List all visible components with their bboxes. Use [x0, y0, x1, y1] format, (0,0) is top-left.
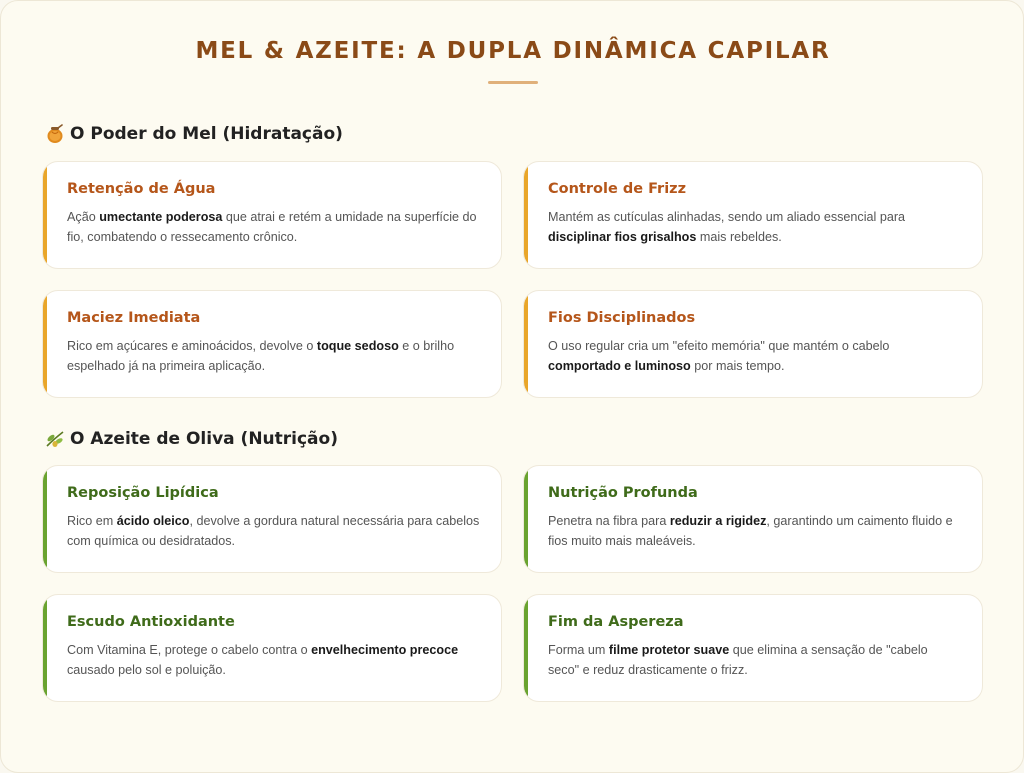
section-heading-text: O Azeite de Oliva (Nutrição) — [70, 429, 338, 449]
section-heading-honey — [45, 122, 343, 146]
card-title: Escudo Antioxidante — [67, 614, 235, 630]
card-title: Controle de Frizz — [548, 181, 687, 197]
card-text: Mantém as cutículas alinhadas, sendo um aliado essencial para disciplinar fios grisalhos mais rebeldes. — [548, 210, 906, 244]
card-text: Com Vitamina E, protege o cabelo contra o envelhecimento precoce causado pelo sol e poluição. — [67, 643, 459, 677]
card-text: Rico em açúcares e aminoácidos, devolve o toque sedoso e o brilho espelhado já na primeira aplicação. — [67, 339, 455, 373]
page-title: MEL & AZEITE: A DUPLA DINÂMICA CAPILAR — [195, 38, 831, 64]
card-title: Fim da Aspereza — [548, 614, 684, 630]
card-title: Retenção de Água — [67, 181, 216, 197]
card-maciez-imediata — [42, 290, 502, 398]
card-title: Reposição Lipídica — [67, 485, 219, 501]
card-title: Fios Disciplinados — [548, 310, 696, 326]
card-title: Nutrição Profunda — [548, 485, 698, 501]
card-nutricao-profunda — [523, 465, 983, 573]
card-escudo-antioxidante — [42, 594, 502, 702]
card-text: O uso regular cria um "efeito memória" que mantém o cabelo comportado e luminoso por mais tempo. — [548, 339, 890, 373]
card-text: Forma um filme protetor suave que elimina a sensação de "cabelo seco" e reduz drasticamente o frizz. — [548, 643, 928, 677]
honey-pot-icon — [45, 124, 65, 144]
card-text: Rico em ácido oleico, devolve a gordura natural necessária para cabelos com química ou desidratados. — [67, 514, 480, 548]
card-reposicao-lipidica — [42, 465, 502, 573]
card-title: Maciez Imediata — [67, 310, 201, 326]
section-heading-olive — [45, 427, 338, 451]
card-fios-disciplinados — [523, 290, 983, 398]
card-text: Penetra na fibra para reduzir a rigidez, garantindo um caimento fluido e fios muito mais maleáveis. — [548, 514, 953, 548]
card-text: Ação umectante poderosa que atrai e retém a umidade na superfície do fio, combatendo o ressecamento crônico. — [67, 210, 477, 244]
title-divider — [488, 81, 538, 84]
card-retencao-agua — [42, 161, 502, 269]
card-fim-aspereza — [523, 594, 983, 702]
olive-icon — [45, 429, 65, 449]
section-heading-text: O Poder do Mel (Hidratação) — [70, 124, 343, 144]
card-controle-frizz — [523, 161, 983, 269]
